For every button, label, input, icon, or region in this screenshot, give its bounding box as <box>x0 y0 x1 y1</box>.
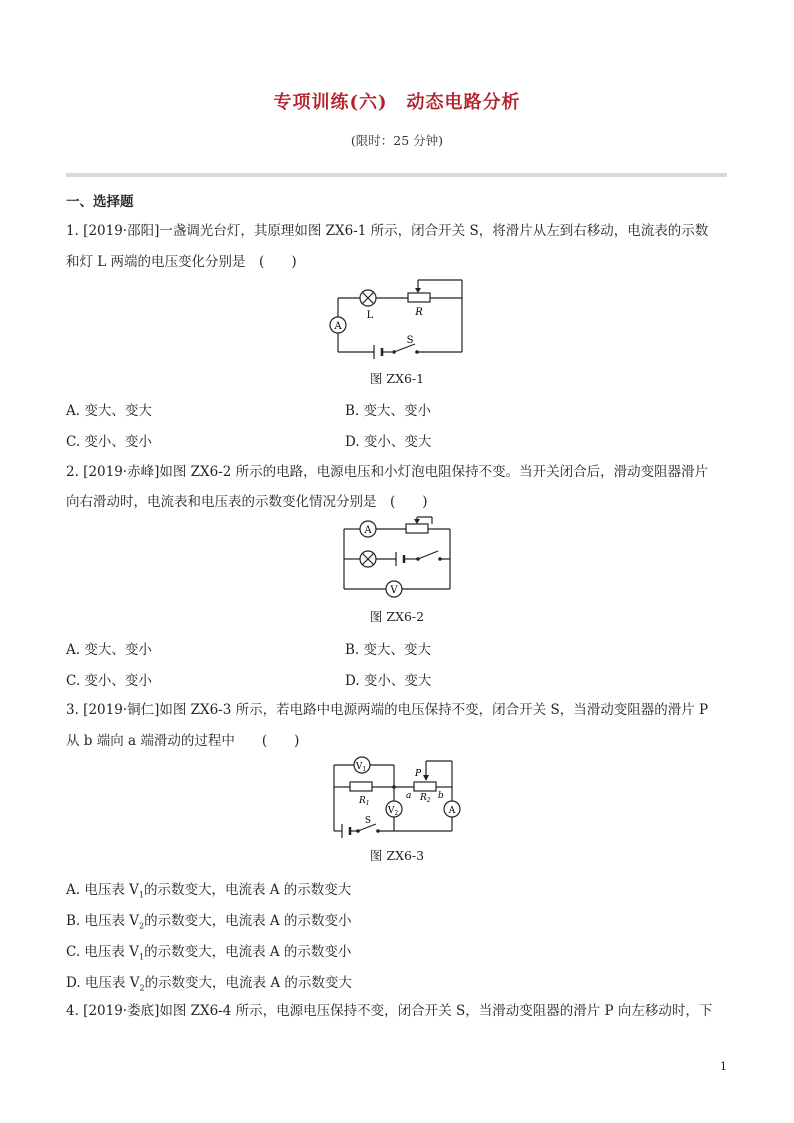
q3-option-c[interactable]: C. 电压表 $V_1$的示数变大，电流表 A 的示数变小 <box>66 944 352 962</box>
q1-stem-line2: 和灯 L 两端的电压变化分别是 ( ) <box>66 254 297 270</box>
figure-caption-zx6-2: 图 ZX6-2 <box>369 609 425 624</box>
q3-stem-line1: 3. [2019·铜仁]如图 ZX6-3 所示，若电路中电源两端的电压保持不变，闭合开关 S，当滑动变阻器的滑片 P <box>66 702 709 718</box>
q4-stem-line1: 4. [2019·娄底]如图 ZX6-4 所示，电源电压保持不变，闭合开关 S，当滑动变阻器的滑片 P 向左移动时，下 <box>66 1003 713 1019</box>
svg-text:A: A <box>448 806 456 816</box>
figure-caption-zx6-3: 图 ZX6-3 <box>369 848 425 863</box>
ammeter-icon <box>444 801 460 817</box>
lamp-icon <box>360 290 376 306</box>
q3-option-b[interactable]: B. 电压表 $V_2$的示数变大，电流表 A 的示数变小 <box>66 913 352 931</box>
q2-option-d[interactable]: D. 变小、变大 <box>345 673 432 689</box>
rheostat-label: R <box>415 307 423 318</box>
section-title: 一、选择题 <box>66 194 134 210</box>
circuit-diagram-zx6-3 <box>326 753 466 841</box>
r1-label: $R_1$ <box>359 796 370 807</box>
divider <box>66 173 727 177</box>
figure-caption-zx6-1: 图 ZX6-1 <box>369 371 425 386</box>
svg-text:V: V <box>390 585 398 596</box>
switch-label: S <box>406 335 414 346</box>
battery-icon <box>396 552 404 566</box>
ammeter-icon <box>360 521 376 537</box>
circuit-diagram-zx6-2 <box>334 513 458 601</box>
lamp-icon <box>360 551 376 567</box>
q2-option-c[interactable]: C. 变小、变小 <box>66 673 152 689</box>
r2-label: $R_2$ <box>420 793 431 804</box>
svg-text:V2: $V_2$ <box>387 806 399 817</box>
battery-icon <box>374 345 382 359</box>
q1-option-c[interactable]: C. 变小、变小 <box>66 434 152 450</box>
page-title: 专项训练(六) 动态电路分析 <box>273 92 521 113</box>
end-b-label: b <box>438 791 444 801</box>
voltmeter-v1-icon <box>354 757 370 773</box>
ammeter-icon <box>330 317 346 333</box>
q1-option-a[interactable]: A. 变大、变大 <box>66 403 152 419</box>
q2-option-b[interactable]: B. 变大、变大 <box>345 642 432 658</box>
time-limit: (限时：25 分钟) <box>350 133 444 148</box>
lamp-label: L <box>366 310 374 321</box>
svg-text:V1: $V_1$ <box>355 762 367 773</box>
slider-p-label: P <box>415 769 422 779</box>
page-number: 1 <box>720 1060 727 1073</box>
q3-stem-line2: 从 b 端向 a 端滑动的过程中 ( ) <box>66 733 300 749</box>
voltmeter-v2-icon <box>386 801 402 817</box>
end-a-label: a <box>406 791 412 801</box>
switch-icon <box>392 344 419 354</box>
voltmeter-icon <box>386 581 402 597</box>
q1-stem-line1: 1. [2019·邵阳]一盏调光台灯，其原理如图 ZX6-1 所示，闭合开关 S，将滑片从左到右移动，电流表的示数 <box>66 223 709 239</box>
q1-option-d[interactable]: D. 变小、变大 <box>345 434 432 450</box>
q3-option-d[interactable]: D. 电压表 $V_2$的示数变大，电流表 A 的示数变大 <box>66 975 352 993</box>
switch-icon <box>416 551 442 561</box>
q2-option-a[interactable]: A. 变大、变小 <box>66 642 152 658</box>
svg-text:A: A <box>334 321 342 332</box>
battery-icon <box>342 824 350 838</box>
svg-text:A: A <box>364 525 372 536</box>
q2-stem-line2: 向右滑动时，电流表和电压表的示数变化情况分别是 ( ) <box>66 494 428 510</box>
q2-stem-line1: 2. [2019·赤峰]如图 ZX6-2 所示的电路，电源电压和小灯泡电阻保持不变。当开关闭合后，滑动变阻器滑片 <box>66 464 709 480</box>
q1-option-b[interactable]: B. 变大、变小 <box>345 403 432 419</box>
q3-option-a[interactable]: A. 电压表 $V_1$的示数变大，电流表 A 的示数变大 <box>66 882 352 900</box>
circuit-diagram-zx6-1 <box>320 274 476 362</box>
switch-label: S <box>364 816 372 826</box>
